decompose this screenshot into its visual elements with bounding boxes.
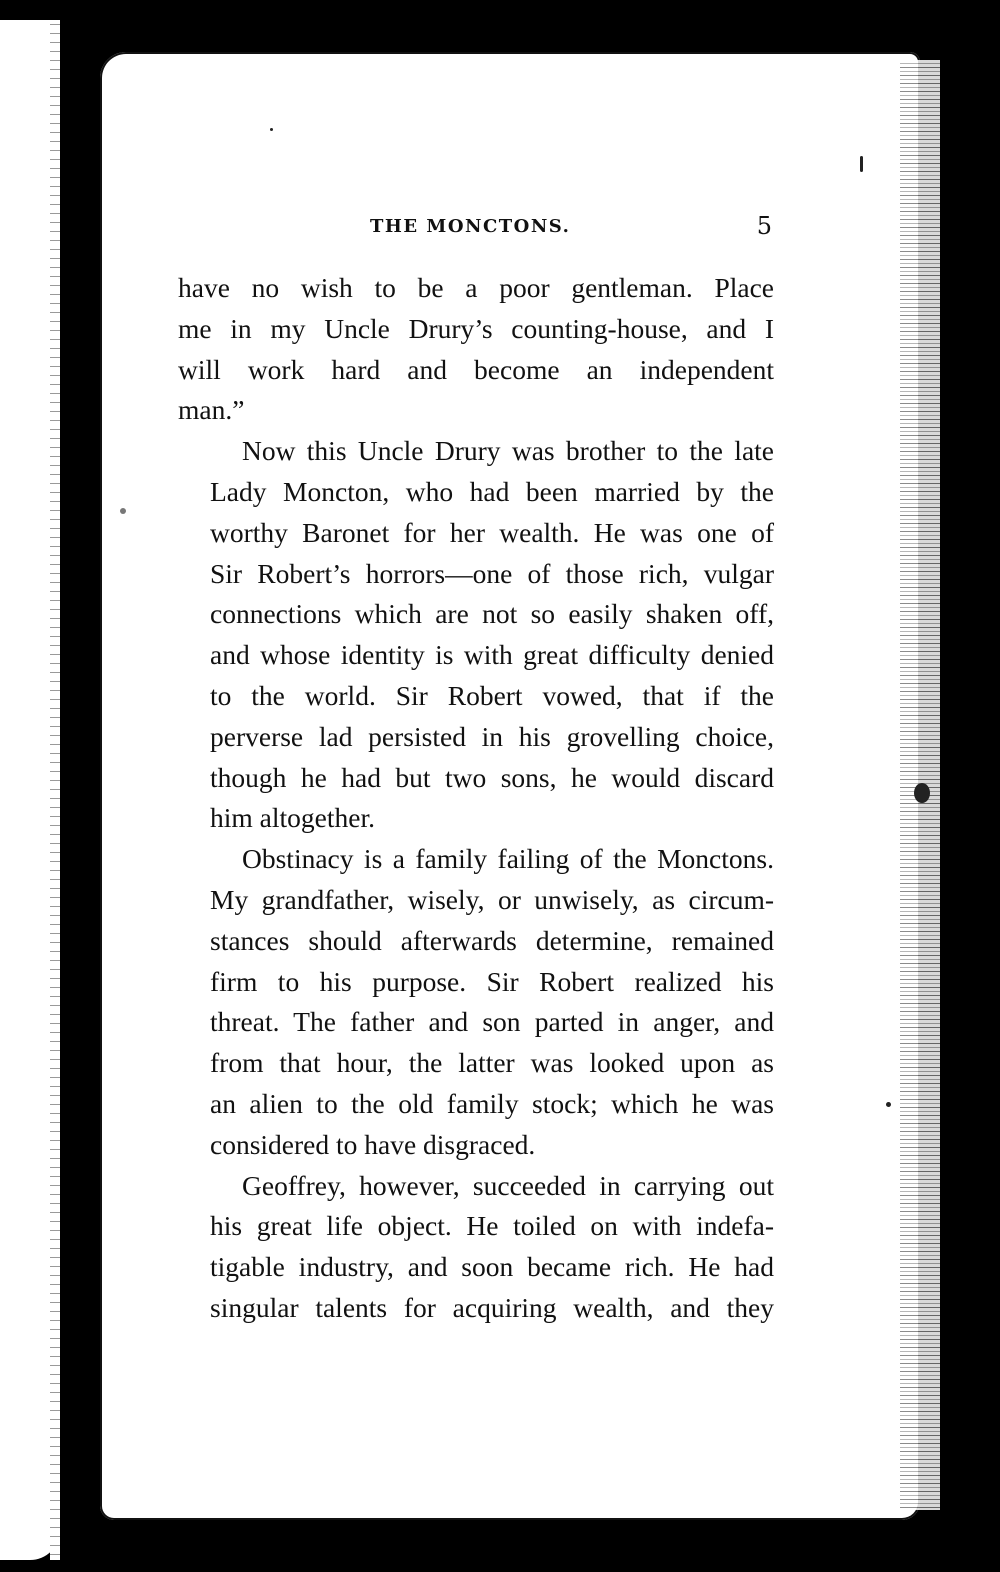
body-text	[178, 268, 774, 1329]
text-line: to the world. Sir Robert vowed, that if the	[210, 679, 774, 711]
text-line: Sir Robert’s horrors—one of those rich, vulgar	[210, 557, 774, 589]
paragraph-3	[178, 839, 774, 1165]
text-line: me in my Uncle Drury’s counting-house, and I	[178, 312, 774, 344]
text-line: have no wish to be a poor gentleman. Place	[178, 272, 774, 303]
scan-speck	[270, 128, 273, 131]
text-line: his great life object. He toiled on with indefa-	[210, 1210, 774, 1242]
text-line: considered to have disgraced.	[210, 1128, 536, 1160]
page-number: 5	[756, 212, 772, 240]
scan-speck	[120, 508, 126, 514]
text-line: and whose identity is with great difficulty denied	[210, 639, 774, 671]
text-line: Now this Uncle Drury was brother to the late	[242, 435, 774, 467]
text-line: Obstinacy is a family failing of the Monctons.	[242, 843, 774, 875]
text-line: Geoffrey, however, succeeded in carrying out	[242, 1169, 774, 1201]
facing-page-shading	[50, 20, 60, 1560]
paragraph-1	[178, 268, 774, 431]
running-title: THE MONCTONS.	[370, 216, 571, 237]
scan-speck	[860, 156, 863, 172]
text-line: singular talents for acquiring wealth, and they	[210, 1291, 774, 1323]
text-line: though he had but two sons, he would discard	[210, 761, 774, 793]
text-line: My grandfather, wisely, or unwisely, as circum-	[210, 883, 774, 915]
paragraph-2	[178, 431, 774, 839]
text-line: him altogether.	[210, 802, 375, 834]
text-line: tigable industry, and soon became rich. He had	[210, 1251, 774, 1283]
text-line: stances should afterwards determine, remained	[210, 924, 774, 956]
book-gutter	[60, 0, 104, 1572]
text-line: worthy Baronet for her wealth. He was one of	[210, 516, 774, 548]
text-line: will work hard and become an independent	[178, 353, 774, 385]
text-line: Lady Moncton, who had been married by the	[210, 475, 774, 507]
scan-speck	[886, 1102, 891, 1107]
text-line: threat. The father and son parted in anger, and	[210, 1006, 774, 1038]
facing-page-edge	[0, 20, 60, 1560]
text-line: connections which are not so easily shaken off,	[210, 598, 774, 630]
running-header	[180, 212, 780, 242]
text-line: from that hour, the latter was looked upon as	[210, 1047, 774, 1079]
text-line: an alien to the old family stock; which he was	[210, 1087, 774, 1119]
scan-speck	[914, 783, 930, 803]
text-line: firm to his purpose. Sir Robert realized his	[210, 965, 774, 997]
text-line: perverse lad persisted in his grovelling choice,	[210, 720, 774, 752]
text-line: man.”	[178, 394, 245, 426]
paragraph-4	[178, 1166, 774, 1329]
